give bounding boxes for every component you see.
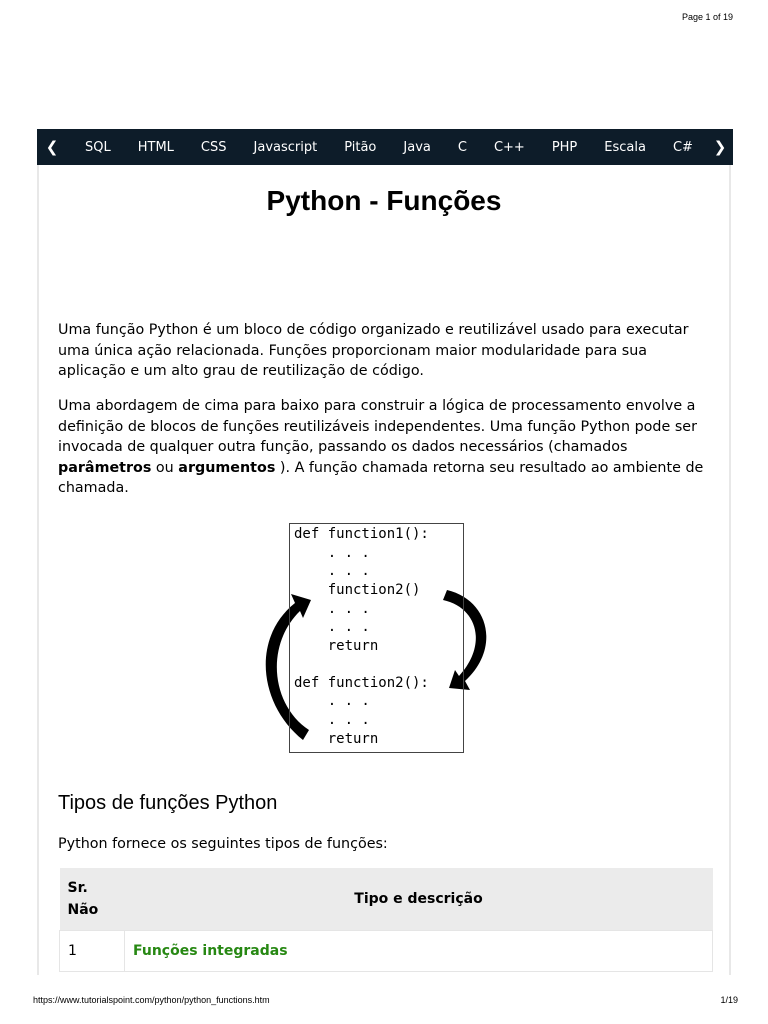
chevron-right-icon[interactable]: ❯ xyxy=(707,129,733,165)
code-line: return xyxy=(294,731,379,747)
nav-item-python[interactable]: Pitão xyxy=(344,139,377,155)
nav-item-c[interactable]: C xyxy=(457,139,467,155)
column-header-sr xyxy=(60,868,125,931)
page-title: Python - Funções xyxy=(266,185,502,216)
language-nav-bar xyxy=(37,129,733,165)
nav-items xyxy=(67,140,720,155)
table-header-row xyxy=(60,868,713,931)
nav-item-php[interactable]: PHP xyxy=(551,139,578,155)
code-line: . . . xyxy=(294,619,370,635)
nav-item-csharp[interactable]: C# xyxy=(672,139,693,155)
code-line: def function2(): xyxy=(294,675,429,691)
nav-item-scala[interactable]: Escala xyxy=(604,139,646,155)
parameters-term: parâmetros xyxy=(58,459,152,476)
code-box xyxy=(289,523,464,753)
code-line: . . . xyxy=(294,712,370,728)
nav-item-sql[interactable]: SQL xyxy=(85,139,111,155)
code-line: . . . xyxy=(294,693,370,709)
nav-item-cpp[interactable]: C++ xyxy=(493,139,525,155)
p2-text-c: ou xyxy=(151,459,179,476)
code-line: return xyxy=(294,638,379,654)
function-types-table xyxy=(59,868,713,972)
column-header-description: Tipo e descrição xyxy=(125,868,713,931)
code-line: . . . xyxy=(294,545,370,561)
arguments-term: argumentos xyxy=(178,459,276,476)
nav-item-java[interactable]: Java xyxy=(403,139,431,155)
sr-label: Sr. xyxy=(67,880,88,896)
p2-text-a: Uma abordagem de cima para baixo para construir a lógica de processamento envolve a definição de blocos de funções reutilizáveis independentes. Uma função Python pode ser invocada de qualquer outra função, passando os dados necessários (chamados xyxy=(58,398,697,455)
row-number: 1 xyxy=(60,931,125,972)
code-line: . . . xyxy=(294,601,370,617)
page-indicator: Page 1 of 19 xyxy=(681,12,733,22)
table-row xyxy=(60,931,713,972)
chevron-left-icon[interactable]: ❮ xyxy=(45,138,59,156)
no-label: Não xyxy=(67,902,99,918)
section-heading: Tipos de funções Python xyxy=(58,792,278,814)
code-line: def function1(): xyxy=(294,526,429,542)
footer-page-number: 1/19 xyxy=(720,995,738,1005)
nav-item-html[interactable]: HTML xyxy=(137,139,174,155)
code-line: . . . xyxy=(294,563,370,579)
function-call-diagram xyxy=(251,520,496,755)
intro-paragraph-1: Uma função Python é um bloco de código organizado e reutilizável usado para executar uma única ação relacionada. Funções proporcionam maior modularidade para sua aplicação e um alto grau de reutilização de código. xyxy=(58,322,689,379)
footer-url: https://www.tutorialspoint.com/python/python_functions.htm xyxy=(33,995,270,1005)
article-content xyxy=(37,165,731,975)
p2-text-d: ). A função chamada retorna seu resultado ao ambiente de chamada. xyxy=(58,459,704,496)
section-intro: Python fornece os seguintes tipos de funções: xyxy=(58,836,388,852)
code-line: function2() xyxy=(294,582,421,598)
nav-item-css[interactable]: CSS xyxy=(200,139,227,155)
built-in-functions-link[interactable]: Funções integradas xyxy=(125,931,713,972)
intro-paragraph-2 xyxy=(58,396,708,499)
nav-item-javascript[interactable]: Javascript xyxy=(253,139,318,155)
